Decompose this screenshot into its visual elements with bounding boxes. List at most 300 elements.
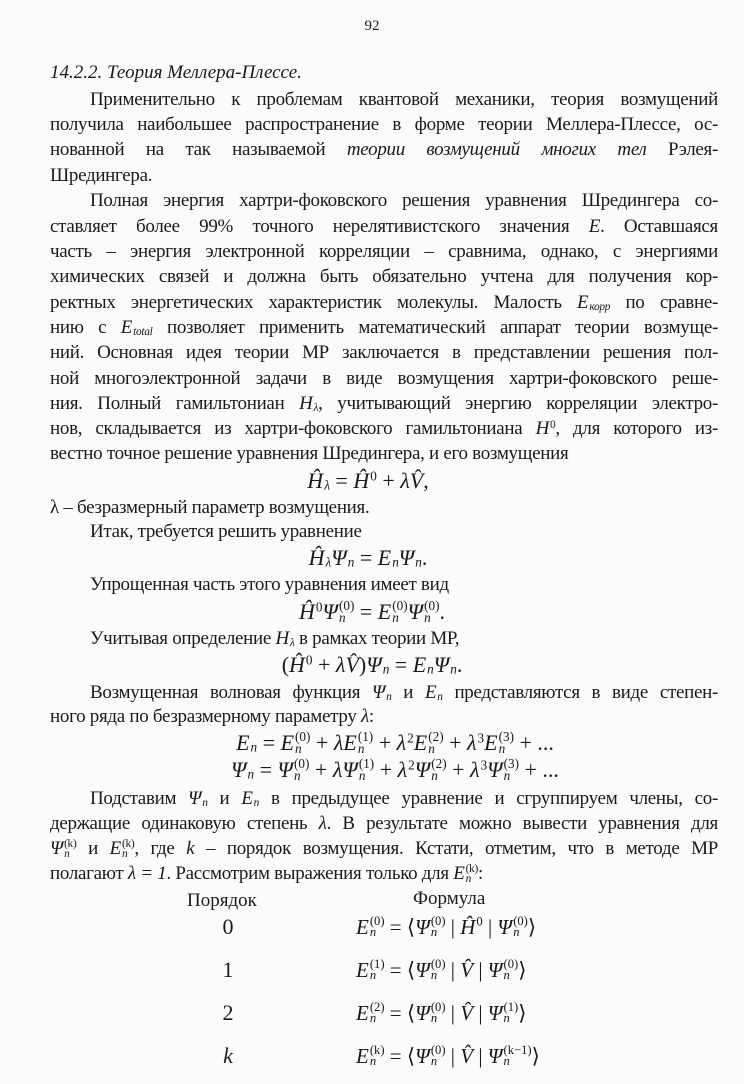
script-stack — [415, 554, 422, 570]
symbol-base: Ĥ — [289, 652, 305, 677]
table-order-cell: 0 — [222, 914, 234, 939]
superscript: (0) — [503, 956, 519, 971]
superscript: (0) — [338, 598, 355, 614]
text-run: | — [445, 1001, 461, 1025]
subscript: n — [513, 925, 520, 939]
script-stack — [513, 913, 528, 939]
math-symbol — [289, 653, 312, 677]
script-stack — [324, 477, 330, 493]
text-run: | — [473, 958, 488, 982]
superscript: (0) — [295, 729, 311, 745]
math-symbol — [366, 653, 389, 677]
text-run: + — [312, 652, 336, 677]
math-symbol — [356, 957, 385, 983]
italic-run: λ — [318, 813, 327, 834]
text-run: = ⟨ — [384, 1001, 416, 1025]
script-stack — [359, 758, 374, 782]
text-line — [50, 113, 718, 137]
symbol-base: λ — [397, 757, 408, 782]
subscript: n — [415, 554, 422, 570]
subscript: n — [357, 741, 365, 756]
text-run: | — [473, 1044, 488, 1068]
text-line — [50, 705, 718, 729]
text-run: часть – энергия электронной корреляции – сравнима, однако, с энергиями — [50, 241, 718, 262]
math-symbol — [236, 731, 257, 755]
math-symbol — [342, 758, 374, 782]
symbol-base: E — [424, 682, 437, 703]
symbol-base: H — [535, 418, 549, 439]
superscript: (1) — [357, 729, 374, 745]
subscript: λ — [289, 636, 295, 649]
text-run: в предыдущее уравнение и сгруппируем члены, со- — [259, 788, 718, 809]
text-run: ректных энергетических характеристик молекулы. Малость — [50, 292, 578, 313]
superscript: (0) — [392, 598, 408, 614]
script-stack — [503, 1042, 532, 1068]
italic-run: λ — [333, 730, 344, 755]
symbol-base: Ψ — [415, 915, 430, 939]
superscript: 2 — [407, 730, 414, 746]
table-order-cell: k — [223, 1043, 233, 1068]
script-stack — [122, 839, 134, 860]
symbol-base: Ψ — [188, 788, 202, 809]
superscript: (0) — [424, 598, 440, 614]
symbol-base: λ — [470, 757, 480, 782]
symbol-base: Ψ — [372, 682, 386, 703]
math-symbol — [378, 600, 408, 624]
equation-full — [282, 653, 463, 677]
subscript: n — [202, 796, 208, 809]
math-symbol — [414, 731, 444, 755]
script-stack — [369, 956, 385, 982]
text-line — [50, 812, 718, 836]
superscript: 0 — [370, 468, 377, 484]
subscript: n — [392, 610, 399, 625]
text-run: Упрощенная часть этого уравнения имеет вид — [90, 574, 449, 595]
text-run: + — [373, 730, 397, 755]
math-symbol — [241, 787, 259, 811]
text-line — [90, 88, 718, 112]
text-run: , учитывающий энергию корреляции электро- — [318, 393, 718, 414]
script-stack — [314, 403, 319, 413]
subscript: n — [253, 796, 260, 809]
subscript: n — [358, 768, 366, 783]
script-stack — [503, 956, 519, 982]
math-symbol — [415, 914, 445, 940]
text-run: : — [477, 863, 483, 884]
subscript: n — [424, 610, 431, 625]
math-symbol — [343, 731, 373, 755]
text-line — [50, 265, 718, 289]
script-stack — [431, 758, 446, 782]
superscript: 0 — [476, 914, 483, 929]
math-symbol — [356, 1043, 385, 1069]
text-run: Возмущенная волновая функция — [90, 682, 373, 703]
text-run: Подставим — [90, 788, 189, 809]
text-line — [50, 316, 718, 340]
text-run: | — [445, 915, 461, 939]
subscript: n — [369, 968, 377, 982]
text-line — [50, 442, 718, 466]
text-run: получила наибольшее распространение в форме теории Меллера-Плессе, ос- — [50, 114, 718, 135]
superscript: (k) — [465, 862, 478, 875]
text-run: = — [354, 599, 378, 624]
script-stack — [133, 327, 152, 337]
text-run: . — [456, 652, 463, 677]
math-symbol — [488, 1043, 532, 1069]
text-line — [50, 341, 718, 365]
superscript: (0) — [430, 956, 446, 971]
script-stack — [382, 661, 390, 677]
subscript: n — [428, 741, 435, 756]
superscript: (k) — [369, 1042, 385, 1057]
superscript: 0 — [315, 599, 323, 615]
text-run: нованной на так называемой — [50, 139, 347, 160]
text-run: . Оставшаяся — [600, 216, 718, 237]
text-run: . — [421, 545, 428, 570]
text-run: Рэлея- — [646, 139, 719, 160]
script-stack — [294, 758, 309, 782]
symbol-base: E — [236, 730, 250, 755]
text-run: ( — [281, 652, 290, 677]
text-run: ⟩ — [527, 915, 537, 939]
superscript: 3 — [480, 757, 488, 773]
text-line — [50, 240, 718, 264]
subscript: корр — [589, 300, 611, 313]
text-run: химических связей и должна быть обязательно учтена для получения кор- — [50, 266, 718, 287]
math-symbol — [399, 546, 422, 570]
symbol-base: E — [377, 545, 392, 570]
math-symbol — [397, 731, 414, 755]
superscript: 0 — [550, 418, 556, 431]
math-symbol — [488, 957, 518, 983]
math-symbol — [453, 862, 478, 886]
superscript: 0 — [305, 652, 313, 668]
script-stack — [407, 732, 414, 744]
script-stack — [369, 1042, 385, 1068]
subscript: n — [369, 925, 377, 939]
script-stack — [450, 661, 457, 677]
symbol-base: Ψ — [433, 652, 450, 677]
symbol-base: Ψ — [231, 757, 247, 782]
math-symbol — [415, 1000, 445, 1026]
text-line — [50, 291, 718, 315]
text-run: ний. Основная идея теории МР заключается в представлении решения пол- — [50, 342, 718, 363]
symbol-base: Ψ — [415, 958, 430, 982]
symbol-base: Ψ — [322, 599, 338, 624]
script-stack — [437, 692, 442, 702]
symbol-base: Ψ — [342, 757, 358, 782]
math-symbol — [415, 758, 447, 782]
text-run: = — [257, 730, 281, 755]
text-run: вестно точное решение уравнения Шредингера, и его возмущения — [50, 443, 569, 464]
script-stack — [254, 798, 259, 808]
script-stack — [478, 732, 485, 744]
script-stack — [466, 864, 478, 885]
symbol-base: E — [120, 317, 133, 338]
math-symbol — [231, 758, 254, 782]
text-run: Итак, требуется решить уравнение — [90, 521, 362, 542]
symbol-base: Ψ — [487, 1001, 503, 1025]
script-stack — [295, 731, 310, 755]
script-stack — [358, 731, 373, 755]
text-run: | — [445, 958, 461, 982]
script-stack — [325, 554, 332, 570]
symbol-base: Ψ — [366, 652, 382, 677]
subscript: λ — [324, 477, 330, 493]
text-run: . Рассмотрим выражения только для — [166, 863, 454, 884]
symbol-base: E — [484, 730, 498, 755]
script-stack — [476, 914, 483, 929]
text-run: Полная энергия хартри-фоковского решения уравнения Шредингера со- — [90, 190, 718, 211]
subscript: n — [427, 661, 434, 677]
text-line — [50, 138, 718, 162]
subscript: total — [133, 325, 153, 338]
math-symbol — [415, 957, 445, 983]
text-run: | — [473, 1001, 488, 1025]
subscript: n — [430, 1054, 438, 1068]
math-symbol — [50, 837, 76, 861]
subscript: n — [247, 766, 255, 782]
subscript: n — [386, 690, 392, 703]
italic-run: V̂ — [460, 958, 474, 982]
subscript: n — [503, 1054, 510, 1068]
symbol-base: Ψ — [398, 545, 415, 570]
text-run: держащие одинаковую степень — [50, 813, 319, 834]
symbol-base: E — [356, 1044, 369, 1068]
symbol-base: Ψ — [50, 838, 64, 859]
subscript: n — [465, 873, 471, 885]
superscript: (1) — [503, 999, 519, 1014]
text-line — [90, 787, 718, 811]
table-order-cell: 1 — [222, 957, 234, 982]
text-run: + ... — [519, 757, 559, 782]
symbol-base: E — [453, 863, 465, 884]
script-stack — [347, 554, 355, 570]
text-run: ставляет более 99% точного нерелятивистского значения — [50, 216, 589, 237]
italic-run: λV̂ — [335, 652, 359, 677]
script-stack — [369, 913, 385, 939]
superscript: (k) — [64, 837, 77, 850]
text-line — [90, 681, 718, 705]
text-run: , где — [134, 838, 187, 859]
script-stack — [424, 600, 439, 624]
math-symbol — [536, 417, 556, 441]
math-symbol — [467, 731, 484, 755]
math-symbol — [188, 787, 207, 811]
text-run: полагают — [50, 863, 128, 884]
symbol-base: λ — [396, 730, 407, 755]
text-run: позволяет применить математический аппарат теории возмуще- — [152, 317, 718, 338]
superscript: (0) — [294, 756, 310, 772]
script-stack — [408, 759, 415, 771]
symbol-base: Ψ — [407, 599, 424, 624]
text-run: . В результате можно вывести уравнения для — [326, 813, 718, 834]
math-symbol — [372, 681, 391, 705]
math-symbol — [434, 653, 457, 677]
script-stack — [550, 420, 555, 430]
table-formula-cell — [356, 1043, 540, 1069]
table-header-order: Порядок — [187, 890, 257, 911]
math-symbol — [353, 469, 376, 493]
text-line — [50, 164, 718, 188]
math-symbol — [278, 758, 310, 782]
superscript: (3) — [503, 756, 520, 772]
text-line — [50, 215, 718, 239]
text-line — [50, 862, 718, 886]
script-stack — [306, 654, 313, 666]
script-stack — [250, 739, 258, 755]
symbol-base: Ψ — [487, 958, 503, 982]
symbol-base: Ψ — [414, 757, 431, 782]
italic-run: k — [186, 838, 195, 859]
math-symbol — [331, 546, 354, 570]
text-line — [90, 189, 718, 213]
math-symbol — [484, 731, 514, 755]
math-symbol — [487, 758, 519, 782]
superscript: (2) — [369, 999, 385, 1014]
superscript: (0) — [430, 999, 446, 1014]
subscript: n — [369, 1054, 377, 1068]
script-stack — [369, 999, 385, 1025]
math-symbol — [398, 758, 415, 782]
symbol-base: Ψ — [415, 1044, 430, 1068]
script-stack — [290, 638, 295, 648]
script-stack — [430, 913, 446, 939]
subscript: n — [294, 768, 301, 783]
text-run: λ – безразмерный параметр возмущения. — [50, 497, 370, 518]
math-symbol — [378, 546, 399, 570]
symbol-base: λ — [467, 730, 477, 755]
symbol-base: Ψ — [487, 1044, 503, 1068]
text-run: и — [391, 682, 425, 703]
script-stack — [481, 759, 488, 771]
text-line — [50, 496, 718, 520]
table-formula-cell — [356, 1000, 526, 1026]
text-run: + — [446, 757, 471, 782]
symbol-base: E — [413, 730, 428, 755]
text-run: ного ряда по безразмерному параметру — [50, 706, 361, 727]
subscript: n — [503, 968, 510, 982]
symbol-base: Ĥ — [308, 545, 325, 570]
italic-run: V̂ — [460, 1001, 474, 1025]
subscript: λ — [325, 554, 332, 570]
table-order-cell: 2 — [222, 1000, 234, 1025]
superscript: (1) — [358, 756, 375, 772]
text-run: ⟩ — [518, 1001, 527, 1025]
italic-run: λ — [332, 757, 343, 782]
superscript: (0) — [369, 913, 385, 928]
text-run: + — [443, 730, 468, 755]
math-symbol — [121, 316, 153, 340]
superscript: (k−1) — [503, 1042, 532, 1057]
superscript: (1) — [369, 956, 385, 971]
text-run: = — [354, 545, 378, 570]
script-stack — [428, 731, 443, 755]
text-line — [50, 417, 718, 441]
text-line — [90, 573, 718, 597]
symbol-base: Ĥ — [460, 915, 476, 939]
script-stack — [430, 956, 446, 982]
text-run: | — [482, 915, 498, 939]
subscript: n — [64, 848, 70, 860]
script-stack — [427, 661, 434, 677]
math-symbol — [408, 600, 440, 624]
text-run: Применительно к проблемам квантовой механики, теория возмущений — [90, 89, 718, 110]
italic-run: E — [588, 216, 601, 237]
script-stack — [499, 731, 514, 755]
math-symbol — [110, 837, 135, 861]
italic-run: λV̂ — [400, 468, 424, 493]
italic-run: λ = 1 — [127, 863, 167, 884]
subscript: n — [121, 848, 128, 860]
script-stack — [430, 1042, 446, 1068]
superscript: (k) — [121, 837, 135, 850]
text-line — [50, 367, 718, 391]
symbol-base: E — [356, 915, 369, 939]
math-symbol — [356, 1000, 385, 1026]
text-run: + ... — [513, 730, 554, 755]
symbol-base: E — [280, 730, 295, 755]
text-run: + — [376, 468, 401, 493]
superscript: (3) — [498, 729, 514, 745]
subscript: n — [503, 1011, 510, 1025]
text-run: = — [329, 468, 354, 493]
symbol-base: H — [299, 393, 313, 414]
subscript: n — [382, 661, 390, 677]
text-run: и — [207, 788, 242, 809]
symbol-base: H — [275, 628, 289, 649]
math-symbol — [577, 291, 610, 315]
subscript: n — [250, 739, 258, 755]
script-stack — [316, 601, 323, 613]
math-symbol — [309, 546, 332, 570]
subscript: n — [295, 741, 302, 756]
symbol-base: E — [577, 292, 589, 313]
script-stack — [386, 692, 391, 702]
symbol-base: Ĥ — [299, 599, 315, 624]
script-stack — [64, 839, 76, 860]
symbol-base: Ĥ — [307, 468, 324, 493]
text-run: Шредингера. — [50, 165, 153, 186]
math-symbol — [415, 1043, 445, 1069]
symbol-base: Ĥ — [353, 468, 370, 493]
symbol-base: Ψ — [277, 757, 294, 782]
text-run: нию с — [50, 317, 121, 338]
math-symbol — [460, 914, 482, 940]
symbol-base: E — [377, 599, 392, 624]
italic-run: λ — [360, 706, 369, 727]
math-symbol — [307, 469, 330, 493]
text-run: ной многоэлектронной задачи в виде возмущения хартри-фоковского реше- — [50, 368, 718, 389]
subscript: n — [347, 554, 355, 570]
math-symbol — [470, 758, 487, 782]
text-run: нов, складывается из хартри-фоковского гамильтониана — [50, 418, 536, 439]
equation-schrodinger — [309, 546, 428, 570]
script-stack — [392, 600, 407, 624]
text-run: | — [445, 1044, 461, 1068]
math-symbol — [497, 914, 527, 940]
subscript: n — [450, 661, 457, 677]
text-line — [90, 520, 718, 544]
subscript: n — [369, 1011, 377, 1025]
symbol-base: Ψ — [415, 1001, 430, 1025]
math-symbol — [413, 653, 434, 677]
math-symbol — [356, 914, 385, 940]
script-stack — [202, 798, 207, 808]
text-run: + — [309, 757, 333, 782]
symbol-base: E — [343, 730, 357, 755]
subscript: n — [431, 768, 438, 783]
